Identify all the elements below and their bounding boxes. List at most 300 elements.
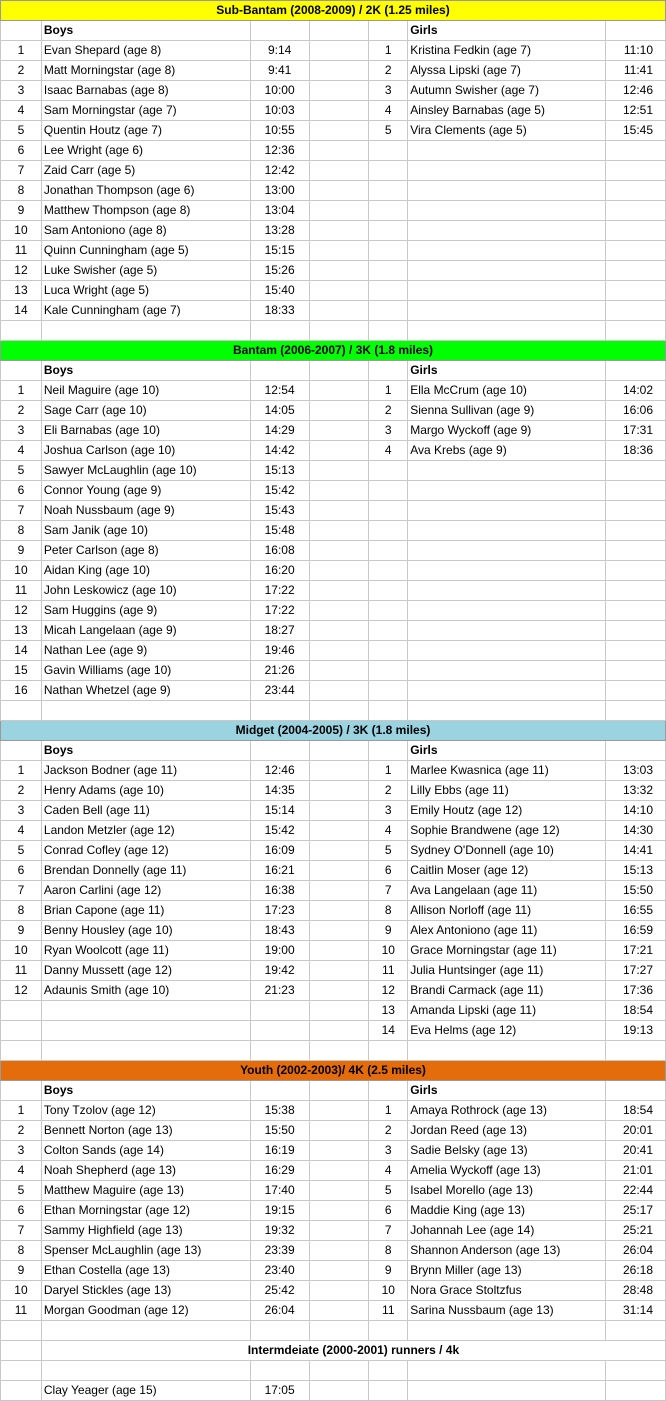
empty-cell[interactable] (309, 941, 369, 961)
girl-name[interactable]: Amanda Lipski (age 11) (408, 1001, 606, 1021)
boy-name[interactable]: Sawyer McLaughlin (age 10) (41, 461, 250, 481)
girl-time[interactable]: 15:13 (606, 861, 666, 881)
empty-cell[interactable] (369, 21, 408, 41)
girl-name[interactable]: Kristina Fedkin (age 7) (408, 41, 606, 61)
section-title[interactable]: Youth (2002-2003)/ 4K (2.5 miles) (1, 1061, 666, 1081)
girl-time[interactable]: 26:18 (606, 1261, 666, 1281)
boy-place[interactable]: 2 (1, 781, 42, 801)
empty-cell[interactable] (606, 701, 666, 721)
boy-name[interactable]: Matthew Thompson (age 8) (41, 201, 250, 221)
girl-name[interactable]: Sydney O'Donnell (age 10) (408, 841, 606, 861)
empty-cell[interactable] (408, 601, 606, 621)
empty-cell[interactable] (309, 41, 369, 61)
boy-name[interactable]: Spenser McLaughlin (age 13) (41, 1241, 250, 1261)
boy-place[interactable]: 6 (1, 141, 42, 161)
empty-cell[interactable] (309, 1201, 369, 1221)
boy-place[interactable]: 5 (1, 1181, 42, 1201)
empty-cell[interactable] (309, 261, 369, 281)
girl-place[interactable]: 2 (369, 401, 408, 421)
boy-name[interactable]: Nathan Lee (age 9) (41, 641, 250, 661)
empty-cell[interactable] (309, 901, 369, 921)
empty-cell[interactable] (606, 641, 666, 661)
empty-cell[interactable] (309, 961, 369, 981)
boy-name[interactable]: Quentin Houtz (age 7) (41, 121, 250, 141)
empty-cell[interactable] (606, 521, 666, 541)
girl-time[interactable]: 31:14 (606, 1301, 666, 1321)
empty-cell[interactable] (408, 181, 606, 201)
empty-cell[interactable] (1, 321, 42, 341)
empty-cell[interactable] (309, 1381, 369, 1401)
girl-place[interactable]: 1 (369, 41, 408, 61)
empty-cell[interactable] (1, 1381, 42, 1401)
boy-time[interactable]: 16:19 (250, 1141, 309, 1161)
empty-cell[interactable] (309, 801, 369, 821)
boy-name[interactable]: Sam Morningstar (age 7) (41, 101, 250, 121)
boy-place[interactable]: 14 (1, 641, 42, 661)
boy-place[interactable]: 9 (1, 1261, 42, 1281)
boy-time[interactable]: 10:55 (250, 121, 309, 141)
girl-time[interactable]: 28:48 (606, 1281, 666, 1301)
empty-cell[interactable] (309, 241, 369, 261)
empty-cell[interactable] (606, 301, 666, 321)
empty-cell[interactable] (309, 621, 369, 641)
boy-name[interactable]: Jonathan Thompson (age 6) (41, 181, 250, 201)
empty-cell[interactable] (309, 1081, 369, 1101)
boy-name[interactable]: Luca Wright (age 5) (41, 281, 250, 301)
boy-time[interactable]: 17:40 (250, 1181, 309, 1201)
girl-name[interactable]: Allison Norloff (age 11) (408, 901, 606, 921)
empty-cell[interactable] (369, 581, 408, 601)
boy-name[interactable]: Adaunis Smith (age 10) (41, 981, 250, 1001)
intermediate-name[interactable]: Clay Yeager (age 15) (41, 1381, 250, 1401)
empty-cell[interactable] (250, 1321, 309, 1341)
empty-cell[interactable] (369, 481, 408, 501)
empty-cell[interactable] (408, 701, 606, 721)
girl-name[interactable]: Ava Langelaan (age 11) (408, 881, 606, 901)
boy-time[interactable]: 13:28 (250, 221, 309, 241)
empty-cell[interactable] (309, 401, 369, 421)
empty-cell[interactable] (309, 161, 369, 181)
empty-cell[interactable] (369, 701, 408, 721)
empty-cell[interactable] (606, 321, 666, 341)
boy-name[interactable]: Noah Nussbaum (age 9) (41, 501, 250, 521)
empty-cell[interactable] (606, 501, 666, 521)
girl-place[interactable]: 9 (369, 921, 408, 941)
boy-time[interactable]: 9:41 (250, 61, 309, 81)
section-title[interactable]: Sub-Bantam (2008-2009) / 2K (1.25 miles) (1, 1, 666, 21)
boy-time[interactable]: 16:21 (250, 861, 309, 881)
girl-name[interactable]: Shannon Anderson (age 13) (408, 1241, 606, 1261)
empty-cell[interactable] (309, 701, 369, 721)
boy-name[interactable]: Evan Shepard (age 8) (41, 41, 250, 61)
empty-cell[interactable] (309, 881, 369, 901)
boy-time[interactable]: 15:26 (250, 261, 309, 281)
boy-place[interactable]: 2 (1, 1121, 42, 1141)
empty-cell[interactable] (369, 621, 408, 641)
empty-cell[interactable] (369, 641, 408, 661)
empty-cell[interactable] (309, 141, 369, 161)
boys-header[interactable]: Boys (41, 361, 250, 381)
girl-place[interactable]: 12 (369, 981, 408, 1001)
girl-name[interactable]: Alex Antoniono (age 11) (408, 921, 606, 941)
empty-cell[interactable] (309, 1221, 369, 1241)
boy-time[interactable]: 14:29 (250, 421, 309, 441)
empty-cell[interactable] (250, 1001, 309, 1021)
girl-time[interactable]: 18:54 (606, 1101, 666, 1121)
empty-cell[interactable] (606, 1041, 666, 1061)
boy-name[interactable]: Jackson Bodner (age 11) (41, 761, 250, 781)
empty-cell[interactable] (1, 1361, 42, 1381)
boy-time[interactable]: 23:39 (250, 1241, 309, 1261)
boy-name[interactable]: Ryan Woolcott (age 11) (41, 941, 250, 961)
boy-place[interactable]: 2 (1, 401, 42, 421)
empty-cell[interactable] (1, 1321, 42, 1341)
empty-cell[interactable] (369, 241, 408, 261)
girl-place[interactable]: 4 (369, 101, 408, 121)
empty-cell[interactable] (250, 321, 309, 341)
empty-cell[interactable] (369, 461, 408, 481)
empty-cell[interactable] (408, 261, 606, 281)
boy-time[interactable]: 18:33 (250, 301, 309, 321)
empty-cell[interactable] (309, 1261, 369, 1281)
boy-name[interactable]: Micah Langelaan (age 9) (41, 621, 250, 641)
empty-cell[interactable] (408, 501, 606, 521)
empty-cell[interactable] (606, 1361, 666, 1381)
boy-time[interactable]: 15:15 (250, 241, 309, 261)
empty-cell[interactable] (369, 361, 408, 381)
boy-time[interactable]: 12:54 (250, 381, 309, 401)
boy-time[interactable]: 23:40 (250, 1261, 309, 1281)
boy-name[interactable]: Sam Janik (age 10) (41, 521, 250, 541)
boy-time[interactable]: 21:23 (250, 981, 309, 1001)
boy-name[interactable]: Sage Carr (age 10) (41, 401, 250, 421)
girl-place[interactable]: 10 (369, 941, 408, 961)
empty-cell[interactable] (41, 701, 250, 721)
empty-cell[interactable] (309, 481, 369, 501)
boy-time[interactable]: 15:38 (250, 1101, 309, 1121)
boy-name[interactable]: Quinn Cunningham (age 5) (41, 241, 250, 261)
empty-cell[interactable] (606, 541, 666, 561)
boy-place[interactable]: 4 (1, 101, 42, 121)
empty-cell[interactable] (606, 601, 666, 621)
empty-cell[interactable] (309, 1001, 369, 1021)
boy-place[interactable]: 6 (1, 481, 42, 501)
girl-time[interactable]: 16:59 (606, 921, 666, 941)
boy-name[interactable]: Matt Morningstar (age 8) (41, 61, 250, 81)
girl-place[interactable]: 1 (369, 1101, 408, 1121)
empty-cell[interactable] (1, 21, 42, 41)
empty-cell[interactable] (408, 681, 606, 701)
girl-place[interactable]: 3 (369, 801, 408, 821)
empty-cell[interactable] (606, 581, 666, 601)
girl-place[interactable]: 3 (369, 421, 408, 441)
boy-place[interactable]: 11 (1, 241, 42, 261)
boy-place[interactable]: 4 (1, 1161, 42, 1181)
boy-place[interactable]: 11 (1, 961, 42, 981)
empty-cell[interactable] (369, 1321, 408, 1341)
empty-cell[interactable] (408, 1381, 606, 1401)
boy-time[interactable]: 19:32 (250, 1221, 309, 1241)
girl-place[interactable]: 4 (369, 821, 408, 841)
girl-place[interactable]: 10 (369, 1281, 408, 1301)
empty-cell[interactable] (309, 1041, 369, 1061)
boy-place[interactable]: 5 (1, 121, 42, 141)
boy-place[interactable]: 2 (1, 61, 42, 81)
empty-cell[interactable] (309, 81, 369, 101)
girl-time[interactable]: 12:51 (606, 101, 666, 121)
section-title[interactable]: Bantam (2006-2007) / 3K (1.8 miles) (1, 341, 666, 361)
boys-header[interactable]: Boys (41, 1081, 250, 1101)
boy-place[interactable]: 3 (1, 81, 42, 101)
empty-cell[interactable] (369, 541, 408, 561)
girl-time[interactable]: 26:04 (606, 1241, 666, 1261)
empty-cell[interactable] (250, 701, 309, 721)
girl-time[interactable]: 25:21 (606, 1221, 666, 1241)
empty-cell[interactable] (369, 161, 408, 181)
empty-cell[interactable] (606, 281, 666, 301)
empty-cell[interactable] (309, 1241, 369, 1261)
empty-cell[interactable] (250, 1041, 309, 1061)
empty-cell[interactable] (309, 861, 369, 881)
girl-name[interactable]: Jordan Reed (age 13) (408, 1121, 606, 1141)
empty-cell[interactable] (606, 1321, 666, 1341)
girl-name[interactable]: Sophie Brandwene (age 12) (408, 821, 606, 841)
girl-place[interactable]: 1 (369, 761, 408, 781)
boy-place[interactable]: 8 (1, 181, 42, 201)
girl-time[interactable]: 21:01 (606, 1161, 666, 1181)
boy-time[interactable]: 19:46 (250, 641, 309, 661)
empty-cell[interactable] (606, 181, 666, 201)
boy-place[interactable]: 9 (1, 541, 42, 561)
empty-cell[interactable] (606, 621, 666, 641)
intermediate-title[interactable]: Intermdeiate (2000-2001) runners / 4k (41, 1341, 665, 1361)
girls-header[interactable]: Girls (408, 1081, 606, 1101)
girl-place[interactable]: 5 (369, 841, 408, 861)
empty-cell[interactable] (309, 761, 369, 781)
girl-time[interactable]: 14:41 (606, 841, 666, 861)
empty-cell[interactable] (309, 1101, 369, 1121)
girl-place[interactable]: 4 (369, 1161, 408, 1181)
girls-header[interactable]: Girls (408, 361, 606, 381)
empty-cell[interactable] (606, 201, 666, 221)
girl-time[interactable]: 14:02 (606, 381, 666, 401)
empty-cell[interactable] (606, 241, 666, 261)
empty-cell[interactable] (606, 261, 666, 281)
empty-cell[interactable] (369, 681, 408, 701)
empty-cell[interactable] (369, 201, 408, 221)
boy-place[interactable]: 7 (1, 881, 42, 901)
boy-place[interactable]: 7 (1, 1221, 42, 1241)
empty-cell[interactable] (309, 1161, 369, 1181)
girl-place[interactable]: 11 (369, 961, 408, 981)
empty-cell[interactable] (309, 421, 369, 441)
girl-time[interactable]: 16:06 (606, 401, 666, 421)
boy-place[interactable]: 7 (1, 501, 42, 521)
empty-cell[interactable] (309, 681, 369, 701)
boy-place[interactable]: 13 (1, 621, 42, 641)
boy-place[interactable]: 3 (1, 801, 42, 821)
empty-cell[interactable] (41, 1041, 250, 1061)
girl-name[interactable]: Johannah Lee (age 14) (408, 1221, 606, 1241)
boy-place[interactable]: 10 (1, 221, 42, 241)
boy-time[interactable]: 19:15 (250, 1201, 309, 1221)
boy-time[interactable]: 12:42 (250, 161, 309, 181)
empty-cell[interactable] (369, 501, 408, 521)
boy-time[interactable]: 16:08 (250, 541, 309, 561)
girl-name[interactable]: Sienna Sullivan (age 9) (408, 401, 606, 421)
boy-place[interactable]: 4 (1, 441, 42, 461)
girl-time[interactable]: 11:41 (606, 61, 666, 81)
boy-place[interactable]: 13 (1, 281, 42, 301)
boy-place[interactable]: 1 (1, 761, 42, 781)
girl-place[interactable]: 13 (369, 1001, 408, 1021)
empty-cell[interactable] (408, 541, 606, 561)
boy-time[interactable]: 18:27 (250, 621, 309, 641)
boy-time[interactable]: 16:09 (250, 841, 309, 861)
boy-place[interactable]: 14 (1, 301, 42, 321)
girl-place[interactable]: 2 (369, 1121, 408, 1141)
boy-place[interactable]: 10 (1, 1281, 42, 1301)
boy-place[interactable]: 3 (1, 1141, 42, 1161)
empty-cell[interactable] (309, 1181, 369, 1201)
girl-place[interactable]: 5 (369, 1181, 408, 1201)
empty-cell[interactable] (309, 61, 369, 81)
girl-place[interactable]: 7 (369, 881, 408, 901)
boy-name[interactable]: Luke Swisher (age 5) (41, 261, 250, 281)
boy-name[interactable]: Gavin Williams (age 10) (41, 661, 250, 681)
girl-time[interactable]: 13:03 (606, 761, 666, 781)
boy-place[interactable]: 4 (1, 821, 42, 841)
empty-cell[interactable] (408, 1041, 606, 1061)
empty-cell[interactable] (250, 361, 309, 381)
boy-time[interactable]: 12:36 (250, 141, 309, 161)
empty-cell[interactable] (309, 1141, 369, 1161)
empty-cell[interactable] (309, 781, 369, 801)
empty-cell[interactable] (309, 581, 369, 601)
girl-name[interactable]: Marlee Kwasnica (age 11) (408, 761, 606, 781)
empty-cell[interactable] (309, 921, 369, 941)
empty-cell[interactable] (408, 221, 606, 241)
empty-cell[interactable] (606, 161, 666, 181)
empty-cell[interactable] (250, 1361, 309, 1381)
girl-place[interactable]: 8 (369, 1241, 408, 1261)
empty-cell[interactable] (41, 1001, 250, 1021)
girl-time[interactable]: 15:45 (606, 121, 666, 141)
empty-cell[interactable] (309, 21, 369, 41)
boy-place[interactable]: 8 (1, 1241, 42, 1261)
boy-name[interactable]: Conrad Cofley (age 12) (41, 841, 250, 861)
empty-cell[interactable] (606, 221, 666, 241)
boy-name[interactable]: Benny Housley (age 10) (41, 921, 250, 941)
empty-cell[interactable] (408, 481, 606, 501)
empty-cell[interactable] (369, 1081, 408, 1101)
girl-time[interactable]: 17:21 (606, 941, 666, 961)
empty-cell[interactable] (309, 981, 369, 1001)
boys-header[interactable]: Boys (41, 741, 250, 761)
empty-cell[interactable] (309, 841, 369, 861)
girl-place[interactable]: 6 (369, 861, 408, 881)
boy-place[interactable]: 9 (1, 201, 42, 221)
boy-time[interactable]: 16:20 (250, 561, 309, 581)
empty-cell[interactable] (309, 1361, 369, 1381)
empty-cell[interactable] (408, 241, 606, 261)
boy-place[interactable]: 1 (1, 1101, 42, 1121)
empty-cell[interactable] (606, 141, 666, 161)
empty-cell[interactable] (606, 21, 666, 41)
empty-cell[interactable] (369, 601, 408, 621)
boy-time[interactable]: 13:04 (250, 201, 309, 221)
girl-time[interactable]: 20:41 (606, 1141, 666, 1161)
girl-time[interactable]: 25:17 (606, 1201, 666, 1221)
girl-time[interactable]: 17:36 (606, 981, 666, 1001)
girl-name[interactable]: Julia Huntsinger (age 11) (408, 961, 606, 981)
girl-time[interactable]: 20:01 (606, 1121, 666, 1141)
empty-cell[interactable] (41, 1321, 250, 1341)
boy-name[interactable]: Aaron Carlini (age 12) (41, 881, 250, 901)
empty-cell[interactable] (1, 361, 42, 381)
boy-place[interactable]: 6 (1, 861, 42, 881)
boy-place[interactable]: 16 (1, 681, 42, 701)
boy-name[interactable]: Daryel Stickles (age 13) (41, 1281, 250, 1301)
empty-cell[interactable] (1, 1021, 42, 1041)
empty-cell[interactable] (606, 741, 666, 761)
empty-cell[interactable] (408, 301, 606, 321)
empty-cell[interactable] (408, 461, 606, 481)
boy-time[interactable]: 10:00 (250, 81, 309, 101)
empty-cell[interactable] (408, 521, 606, 541)
boy-name[interactable]: Kale Cunningham (age 7) (41, 301, 250, 321)
girl-name[interactable]: Sarina Nussbaum (age 13) (408, 1301, 606, 1321)
empty-cell[interactable] (369, 281, 408, 301)
empty-cell[interactable] (309, 1281, 369, 1301)
intermediate-time[interactable]: 17:05 (250, 1381, 309, 1401)
boy-time[interactable]: 15:50 (250, 1121, 309, 1141)
empty-cell[interactable] (309, 1121, 369, 1141)
girl-place[interactable]: 3 (369, 1141, 408, 1161)
empty-cell[interactable] (309, 281, 369, 301)
boy-place[interactable]: 8 (1, 521, 42, 541)
boy-place[interactable]: 5 (1, 461, 42, 481)
boy-name[interactable]: Noah Shepherd (age 13) (41, 1161, 250, 1181)
empty-cell[interactable] (408, 1321, 606, 1341)
empty-cell[interactable] (309, 321, 369, 341)
boy-place[interactable]: 7 (1, 161, 42, 181)
girl-name[interactable]: Isabel Morello (age 13) (408, 1181, 606, 1201)
boy-name[interactable]: Sammy Highfield (age 13) (41, 1221, 250, 1241)
boy-time[interactable]: 23:44 (250, 681, 309, 701)
boy-name[interactable]: Nathan Whetzel (age 9) (41, 681, 250, 701)
boy-place[interactable]: 12 (1, 261, 42, 281)
empty-cell[interactable] (1, 1001, 42, 1021)
girl-name[interactable]: Brandi Carmack (age 11) (408, 981, 606, 1001)
empty-cell[interactable] (309, 741, 369, 761)
boy-place[interactable]: 12 (1, 601, 42, 621)
empty-cell[interactable] (408, 581, 606, 601)
empty-cell[interactable] (369, 321, 408, 341)
boy-name[interactable]: Brendan Donnelly (age 11) (41, 861, 250, 881)
boy-time[interactable]: 21:26 (250, 661, 309, 681)
girl-place[interactable]: 2 (369, 781, 408, 801)
empty-cell[interactable] (369, 741, 408, 761)
empty-cell[interactable] (309, 521, 369, 541)
empty-cell[interactable] (309, 361, 369, 381)
boy-name[interactable]: Ethan Morningstar (age 12) (41, 1201, 250, 1221)
empty-cell[interactable] (309, 121, 369, 141)
girl-name[interactable]: Ainsley Barnabas (age 5) (408, 101, 606, 121)
empty-cell[interactable] (1, 1081, 42, 1101)
empty-cell[interactable] (408, 281, 606, 301)
empty-cell[interactable] (309, 181, 369, 201)
